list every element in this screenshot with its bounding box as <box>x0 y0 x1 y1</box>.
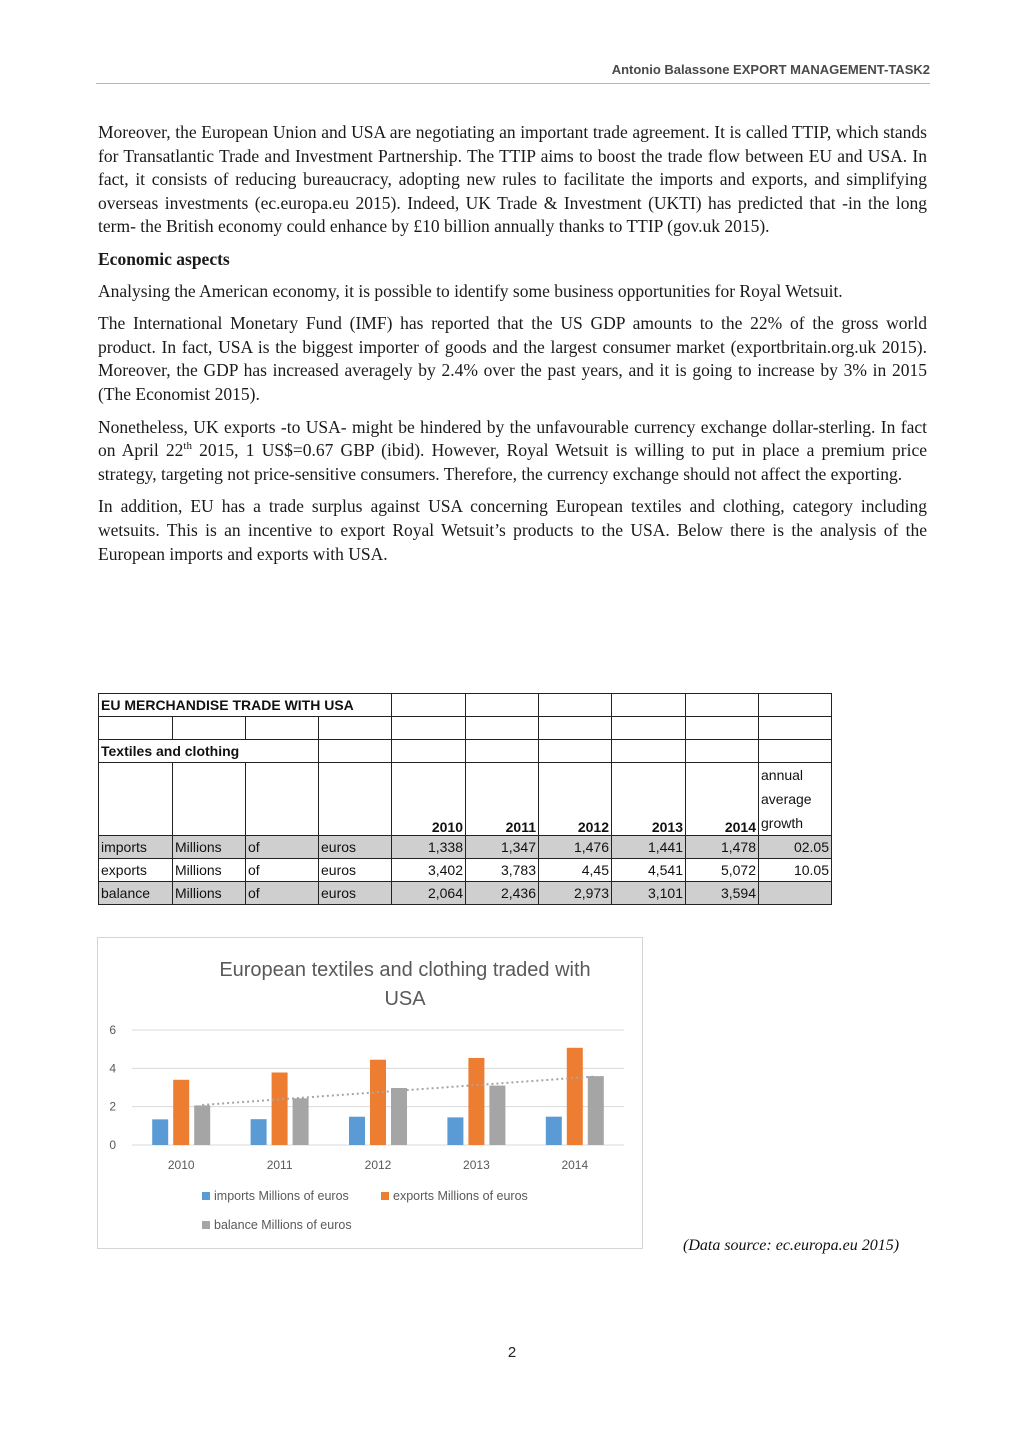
table-row: imports Millions of euros 1,338 1,347 1,476 1,441 1,478 02.05 <box>99 836 832 859</box>
table-title: EU MERCHANDISE TRADE WITH USA <box>99 694 392 717</box>
bar-exports <box>173 1080 189 1145</box>
bar-exports <box>370 1060 386 1145</box>
paragraph-imf: The International Monetary Fund (IMF) has reported that the US GDP amounts to the 22% of the gross world product. In fact, USA is the biggest importer of goods and the largest consumer market (exportbritain.org.uk 2015). Moreover, the GDP has increased averagely by 2.4% over the past years, and it is going to increase by 3% in 2015 (The Economist 2015). <box>98 313 927 404</box>
bar-imports <box>349 1117 365 1145</box>
paragraph-ttip: Moreover, the European Union and USA are negotiating an important trade agreement. It is called TTIP, which stands for Transatlantic Trade and Investment Partnership. The TTIP aims to boost the trade flow between EU and USA. In fact, it consists of reducing bureaucracy, adopting new rules to facilitate the imports and exports, and simplifying overseas investments (ec.europa.eu 2015). Indeed, UK Trade & Investment (UKTI) has predicted that -in the long term- the British economy could enhance by £10 billion annually thanks to TTIP (gov.uk 2015). <box>98 122 927 237</box>
bar-balance <box>489 1086 505 1145</box>
table-row: balance Millions of euros 2,064 2,436 2,973 3,101 3,594 <box>99 882 832 905</box>
bar-balance <box>194 1105 210 1145</box>
legend-entry: balance Millions of euros <box>214 1218 352 1232</box>
bar-exports <box>468 1058 484 1145</box>
chart-title: USA <box>384 988 426 1010</box>
legend-entry: exports Millions of euros <box>393 1189 528 1203</box>
bar-balance <box>588 1076 604 1145</box>
bar-exports <box>272 1072 288 1145</box>
paragraph-currency <box>98 416 927 487</box>
bar-imports <box>447 1117 463 1145</box>
bar-exports <box>567 1048 583 1145</box>
year-header: 2011 <box>466 763 539 836</box>
paragraph-currency-part1: Nonetheless, UK exports -to USA- might be hindered by the unfavourable currency exchange dollar-sterling. In fact on April 22 <box>98 416 927 461</box>
x-tick-label: 2010 <box>167 1158 195 1172</box>
year-header: 2013 <box>612 763 686 836</box>
year-header: 2014 <box>686 763 759 836</box>
table-subtitle-row <box>99 740 832 763</box>
y-tick-label: 0 <box>109 1138 116 1152</box>
legend-swatch <box>381 1192 389 1200</box>
paragraph-trade-surplus: In addition, EU has a trade surplus against USA concerning European textiles and clothing, category including wetsuits. This is an incentive to export Royal Wetsuit’s products to the USA. Below there is the analysis of the European imports and exports with USA. <box>98 496 927 564</box>
x-tick-label: 2013 <box>463 1158 490 1172</box>
y-tick-label: 4 <box>109 1061 116 1076</box>
trade-table <box>98 693 832 905</box>
paragraph-currency-part2: 2015, 1 US$=0.67 GBP (ibid). However, Royal Wetsuit is willing to put in place a premium price strategy, targeting not price-sensitive consumers. Therefore, the currency exchange should not affect the exporting. <box>98 440 927 484</box>
table-title-row <box>99 694 832 717</box>
legend-entry: imports Millions of euros <box>214 1189 349 1203</box>
page-number: 2 <box>507 1344 517 1361</box>
bar-imports <box>152 1119 168 1145</box>
x-tick-label: 2012 <box>364 1158 392 1172</box>
y-tick-label: 6 <box>109 1023 116 1037</box>
legend-swatch <box>202 1221 210 1229</box>
body-text <box>98 121 927 575</box>
ordinal-suffix: th <box>183 440 192 453</box>
year-header: 2012 <box>539 763 612 836</box>
paragraph-american-economy: Analysing the American economy, it is possible to identify some business opportunities for Royal Wetsuit. <box>98 280 843 301</box>
year-header: 2010 <box>392 763 466 836</box>
growth-header: annual average growth <box>759 763 832 836</box>
bar-balance <box>293 1098 309 1145</box>
x-tick-label: 2011 <box>266 1158 293 1172</box>
legend-swatch <box>202 1192 210 1200</box>
x-tick-label: 2014 <box>561 1158 589 1172</box>
table-row: exports Millions of euros 3,402 3,783 4,45 4,541 5,072 10.05 <box>99 859 832 882</box>
table-subtitle: Textiles and clothing <box>99 740 319 763</box>
bar-balance <box>391 1088 407 1145</box>
section-heading: Economic aspects <box>98 248 230 269</box>
bar-chart <box>97 937 643 1249</box>
table-blank-row <box>99 717 832 740</box>
bar-imports <box>546 1117 562 1145</box>
page-header: Antonio Balassone EXPORT MANAGEMENT-TASK2 <box>96 62 930 84</box>
chart-title: European textiles and clothing traded with <box>219 959 591 981</box>
data-source: (Data source: ec.europa.eu 2015) <box>683 1237 900 1254</box>
y-tick-label: 2 <box>109 1099 116 1114</box>
table-header-row <box>99 763 832 836</box>
chart-svg <box>98 938 644 1250</box>
bar-imports <box>251 1119 267 1145</box>
